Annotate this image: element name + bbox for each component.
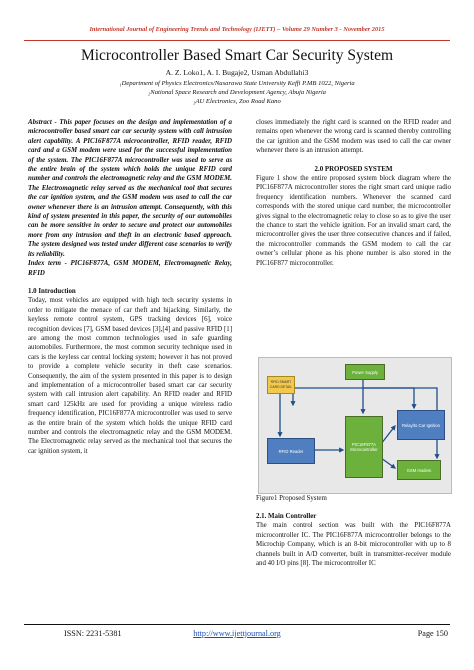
paper-title: Microcontroller Based Smart Car Security System — [80, 47, 394, 64]
abstract — [28, 118, 232, 259]
affiliation-2: ₂National Space Research and Development Agency, Abuja Nigeria — [148, 89, 326, 96]
authors: A. Z. Loko1, A. I. Bugaje2, Usman Abdullahi3 — [165, 68, 309, 77]
index-terms-text: PIC16F877A, GSM MODEM, Electromagnetic Relay, RFID — [28, 260, 232, 277]
journal-header: International Journal of Engineering Trends and Technology (IJETT) – Volume 29 Number 3 - November 2015 — [89, 26, 385, 33]
proposed-system-text: Figure 1 show the entire proposed system block diagram where the PIC16F877A microcontroller stores the right smart card unique radio frequency identification numbers. Whenever the scanned card corresponds with the stored unique card number, the microcontroller gives signal to the electromagnetic relay to close so as to give the user the chance to start the vehicle ignition. For an invalid smart card, the microcontroller gives the user three consecutive chances and if failed, the microcontroller commands the GSM modem to call the car owner’s cellular phone as his phone number is also stored in the PIC16F877 microcontroller. — [256, 175, 451, 267]
footer-rule — [24, 624, 450, 625]
microcontroller-block: PIC16F877A Microcontroller — [345, 416, 383, 478]
index-terms — [28, 259, 232, 278]
index-terms-label: Index term - — [28, 260, 67, 268]
abstract-text: This paper focuses on the design and implementation of a microcontroller based smart car car security system with call intrusion alert capability. A PIC16F877A microcontroller, RFID reader, RFID card and a GSM modem were used for the successful implementation of the system. The PIC16F877A microcontroller was used to serve as the entire brain of the system which holds the unique RFID card number and controls the electromagnetic relay and the GSM MODEM. The Electromagnetic relay served as the mechanical tool that secures the car ignition system, and the GSM modem was used to call the car owner whenever there is an intrusion attempt. Consequently, with this kind of system presented in this paper, the security of our automobiles can be more sensitive in order to secure and protect our automobiles more from any intrusion and theft in an electronic based approach. The system designed was tested under different case scenarios to verify its reliability. — [28, 119, 233, 258]
main-controller-text: The main control section was built with the PIC16F877A microcontroller IC. The PIC16F877A microcontroller belongs to the Microchip Company, which is an 8-bit microcontroller with up to 8 channels built in A/D converter, built in transmitter-receiver module and 40 I/O pins [8]. The microcontroller IC — [256, 522, 451, 568]
rfid-card-block: RFID SMART CARD DETAIL — [267, 376, 295, 394]
abstract-label: Abstract - — [28, 119, 57, 126]
right-column-top — [256, 118, 451, 268]
gsm-modem-block: GSM modem — [397, 460, 441, 480]
footer-issn: ISSN: 2231-5381 — [64, 629, 122, 638]
footer-page-number: Page 150 — [417, 629, 448, 638]
figure-block-diagram — [258, 357, 452, 494]
right-column-bottom — [256, 512, 451, 568]
power-supply-block: Power Supply — [345, 364, 385, 380]
relay-block: Relay/to Car Ignition — [397, 410, 445, 440]
affiliation-1: ₁Department of Physics Electronics/Nasarawa State University Keffi P.MB 1022, Nigeria — [119, 80, 355, 87]
footer-url-link[interactable]: http://www.ijettjournal.org — [193, 629, 281, 638]
intro-heading: 1.0 Introduction — [28, 287, 76, 295]
figure-caption: Figure1 Proposed System — [256, 495, 327, 502]
left-column — [28, 118, 232, 456]
intro-text: Today, most vehicles are equipped with high tech security systems in order to mitigate the menace of car theft and hijacking. Similarly, the keyless remote control system, GPS tracking devices [6], voice recognition devices [7], GSM based devices [3],[4] and passive RFID [1] are among the most common technologies used in safe guarding automobiles. Furthermore, the most common security technique used in cars is the keyless car central locking system; however it has not proved to provide a complete vehicle security in theft case scenarios. Consequently, the aim of the system presented in this paper is to design and implementation of a microcontroller based smart car car security system with call intrusion alert capability. An RFID reader and RFID smart card 125kHz are used for providing a unique wireless radio frequency identification, PIC16F877A microcontroller was used to serve as the entire brain of the system which holds the unique RFID card number and controls the electromagnetic relay and the GSM MODEM. The Electromagnetic relay served as the mechanical tool that secures the car ignition system, it — [28, 297, 232, 455]
main-controller-heading: 2.1. Main Controller — [256, 513, 317, 520]
affiliation-3: ₃AU Electronics, Zoo Road Kano — [193, 98, 281, 105]
header-rule — [24, 40, 450, 41]
proposed-system-heading: 2.0 PROPOSED SYSTEM — [314, 165, 393, 173]
continued-text: closes immediately the right card is scanned on the RFID reader and remains open whenever the wrong card is scanned thereby controlling the car ignition and the GSM modem was used to call the car owner whenever there is an intrusion attempt. — [256, 119, 451, 155]
rfid-reader-block: RFID Reader — [267, 438, 315, 464]
